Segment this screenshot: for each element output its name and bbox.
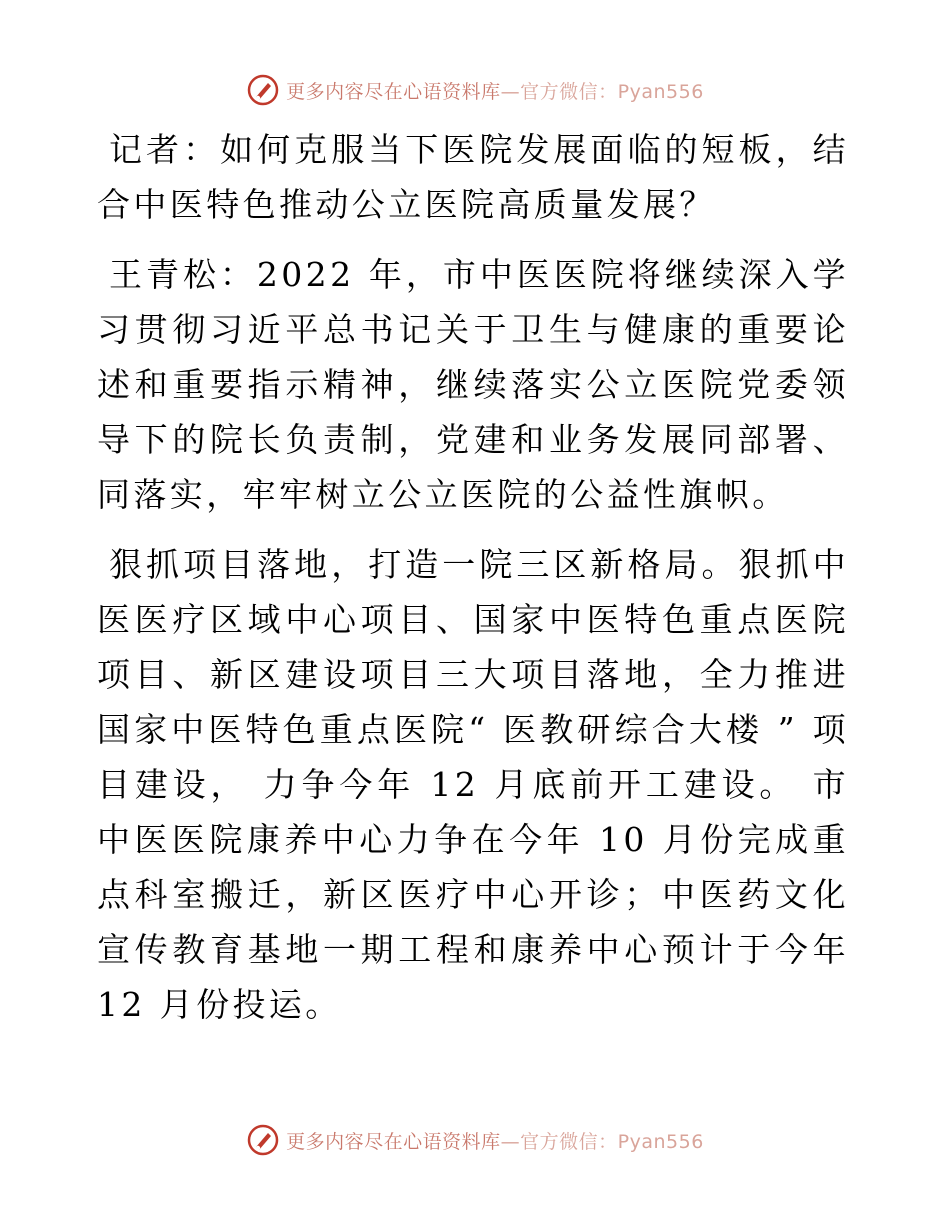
- document-body: [97, 122, 849, 1047]
- pen-nib-logo-icon: [246, 1123, 280, 1157]
- paragraph-projects: 狠抓项目落地，打造一院三区新格局。狠抓中医医疗区域中心项目、国家中医特色重点医院项目、新区建设项目三大项目落地，全力推进国家中医特色重点医院“ 医教研综合大楼 ” 项目建设， 力争今年 12 月底前开工建设。 市中医医院康养中心力争在今年 10 月份完成重点科室搬迁，新区医疗中心开诊；中医药文化宣传教育基地一期工程和康养中心预计于今年 12 月份投运。: [97, 545, 849, 1024]
- watermark-text: 更多内容尽在心语资料库—官方微信：Pyan556: [286, 80, 704, 103]
- footer-watermark: [0, 1120, 950, 1160]
- paragraph-question: 记者：如何克服当下医院发展面临的短板，结合中医特色推动公立医院高质量发展？: [97, 130, 849, 224]
- header-watermark: [0, 70, 950, 110]
- paragraph-answer: 王青松：2022 年，市中医医院将继续深入学习贯彻习近平总书记关于卫生与健康的重要论述和重要指示精神，继续落实公立医院党委领导下的院长负责制，党建和业务发展同部署、同落实，牢牢树立公立医院的公益性旗帜。: [97, 255, 849, 514]
- pen-nib-logo-icon: [246, 73, 280, 107]
- watermark-text: 更多内容尽在心语资料库—官方微信：Pyan556: [286, 1130, 704, 1153]
